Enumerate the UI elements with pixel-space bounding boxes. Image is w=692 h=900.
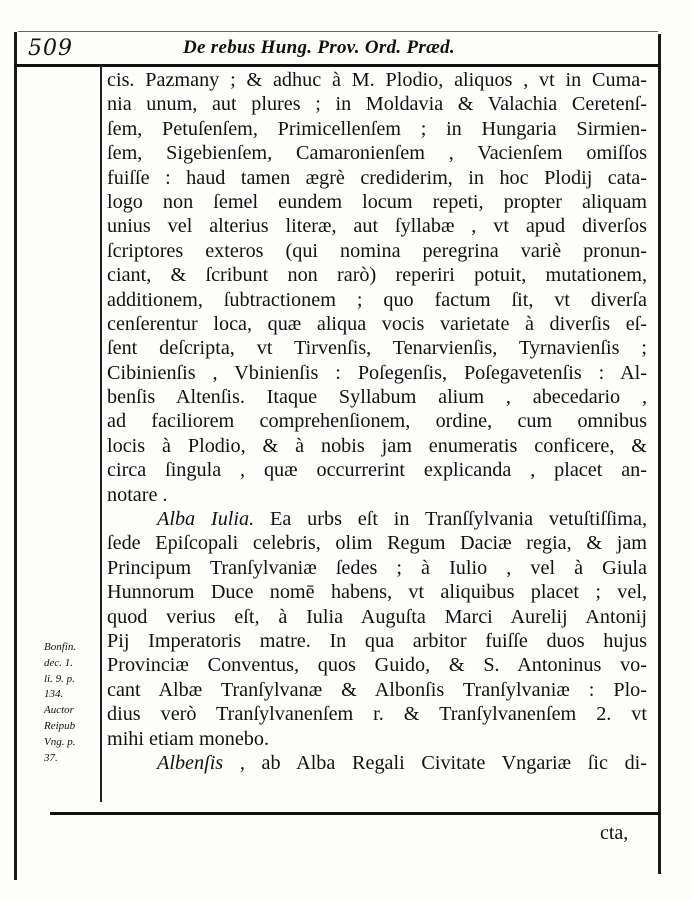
text-line: notare . <box>107 483 168 506</box>
catchword: cta, <box>600 822 629 844</box>
right-border-line <box>658 34 661 874</box>
sidenote-line: li. 9. p. <box>44 672 75 685</box>
page-number: 509 <box>28 36 73 61</box>
sidenote-line: Reipub <box>44 719 76 732</box>
header-rule <box>14 64 660 67</box>
text-line: benſis Altenſis. Itaque Syllabum alium , abecedario , <box>107 386 647 409</box>
text-line: ſem, Sigebienſem, Camaronienſem , Vacienſem omiſſos <box>107 142 647 165</box>
text-line: logo non ſemel eundem locum repeti, propter aliquam <box>107 190 647 213</box>
entry-heading-alba-julia: Alba Iulia. <box>157 508 255 531</box>
text-line: Cibinienſis , Vbinienſis : Poſegenſis, Poſegavetenſis : Al- <box>107 361 647 384</box>
main-text-block <box>107 68 647 775</box>
marginal-note <box>44 640 96 766</box>
text-line: quod verius eſt, à Iulia Auguſta Marci Aurelij Antonij <box>107 605 647 628</box>
sidenote-line: dec. 1. <box>44 656 74 669</box>
text-line: ſede Epiſcopali celebris, olim Regum Daciæ regia, & jam <box>107 532 647 555</box>
footer-rule <box>50 812 660 815</box>
entry-alba-julia-first-line <box>107 507 647 531</box>
text-line: Pij Imperatoris matre. In qua arbitor fuiſſe duos hujus <box>107 629 647 652</box>
text-line: cant Albæ Tranſylvanæ & Albonſis Tranſylvaniæ : Plo- <box>107 678 647 701</box>
margin-divider-line <box>100 66 102 802</box>
entry-text: Ea urbs eſt in Tranſſylvania vetuſtiſſima, <box>270 508 647 531</box>
left-border-line <box>14 32 17 880</box>
text-line: locis à Plodio, & à nobis jam enumeratis conficere, & <box>107 434 647 457</box>
text-line: unius vel alterius literæ, aut ſyllabæ , vt apud diverſos <box>107 215 647 238</box>
text-line: circa ſingula , quæ occurrerint explicanda , placet an- <box>107 459 647 482</box>
sidenote-line: 134. <box>44 688 64 701</box>
text-line: cis. Pazmany ; & adhuc à M. Plodio, aliquos , vt in Cuma- <box>107 69 647 91</box>
text-line: mihi etiam monebo. <box>107 727 270 750</box>
text-line: ſcriptores exteros (qui nomina peregrina variè pronun- <box>107 239 647 262</box>
text-line: ſem, Petuſenſem, Primicellenſem ; in Hungaria Sirmien- <box>107 117 647 140</box>
text-line: ad faciliorem comprehenſionem, ordine, cum omnibus <box>107 410 647 433</box>
text-line: fuiſſe : haud tamen ægrè crediderim, in hoc Plodij cata- <box>107 166 647 189</box>
sidenote-line: Bonfin. <box>44 641 77 653</box>
entry-albensis-line <box>107 751 647 775</box>
text-line: nia unum, aut plures ; in Moldavia & Valachia Ceretenſ- <box>107 93 647 116</box>
sidenote-line: 37. <box>44 751 58 764</box>
running-head: De rebus Hung. Prov. Ord. Præd. <box>183 37 455 58</box>
text-line: dius verò Tranſylvanenſem r. & Tranſylvanenſem 2. vt <box>107 703 647 726</box>
text-line: additionem, ſubtractionem ; quo factum ſit, vt diverſa <box>107 288 647 311</box>
top-thin-rule <box>18 31 658 32</box>
text-line: ſent deſcripta, vt Tirvenſis, Tenarvienſis, Tyrnavienſis ; <box>107 337 647 360</box>
text-line: Principum Tranſylvaniæ ſedes ; à Iulio , vel à Giula <box>107 556 647 579</box>
text-line: Provinciæ Conventus, quos Guido, & S. Antoninus vo- <box>107 654 647 677</box>
text-line: cenſerentur loca, quæ aliqua vocis varietate à diverſis eſ- <box>107 312 647 335</box>
text-line: ciant, & ſcribunt non rarò) reperiri potuit, mutationem, <box>107 264 647 287</box>
text-line: Hunnorum Duce nomē habens, vt aliquibus placet ; vel, <box>107 581 647 604</box>
sidenote-line: Vng. p. <box>44 735 76 748</box>
entry-heading-albensis: Albenſis , <box>157 751 245 774</box>
entry-text: ab Alba Regali Civitate Vngariæ ſic di- <box>261 751 647 774</box>
sidenote-line: Auctor <box>44 704 74 717</box>
